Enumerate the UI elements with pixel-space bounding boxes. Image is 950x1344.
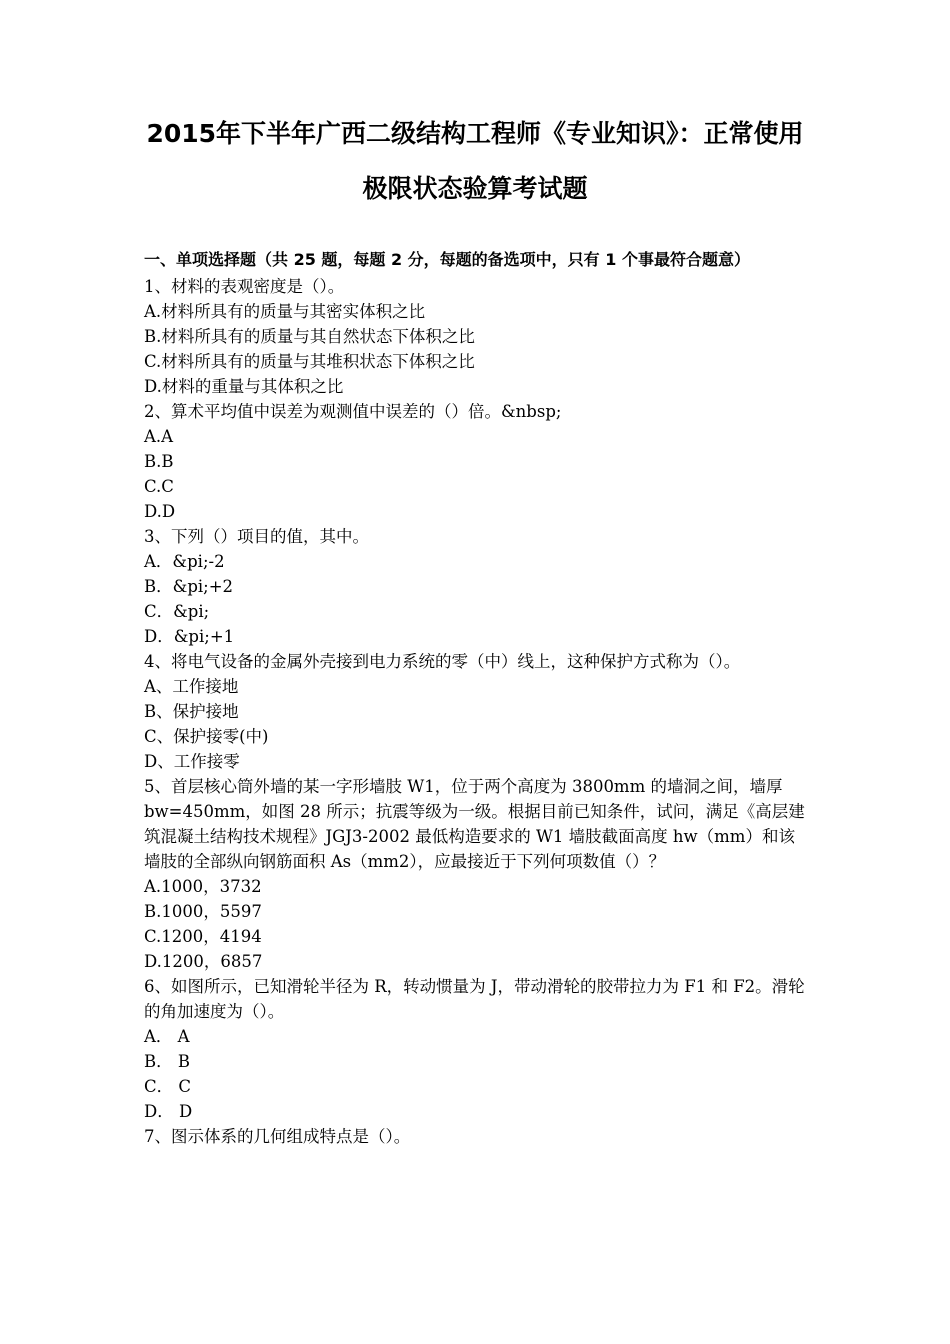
option-b: B．&pi;+2 <box>144 577 234 596</box>
option-b: B、保护接地 <box>144 702 239 721</box>
section-heading: 一、单项选择题（共 25 题，每题 2 分，每题的备选项中，只有 1 个事最符合题意） <box>144 250 750 269</box>
option-a: A．&pi;-2 <box>144 552 225 571</box>
question-2 <box>144 399 810 524</box>
question-1 <box>144 274 810 399</box>
option-b: B.B <box>144 452 174 471</box>
option-a: A.材料所具有的质量与其密实体积之比 <box>144 302 426 321</box>
option-d: D.D <box>144 502 176 521</box>
option-a: A.1000，3732 <box>144 877 262 896</box>
option-d: D.材料的重量与其体积之比 <box>144 377 344 396</box>
question-stem: 1、材料的表观密度是（）。 <box>144 277 345 296</box>
option-a: A.A <box>144 427 174 446</box>
question-stem: 7、图示体系的几何组成特点是（）。 <box>144 1127 411 1146</box>
question-7 <box>144 1124 810 1149</box>
question-3 <box>144 524 810 649</box>
question-4 <box>144 649 810 774</box>
option-c: C、保护接零(中) <box>144 727 269 746</box>
option-d: D.1200，6857 <box>144 952 263 971</box>
question-stem: 5、首层核心筒外墙的某一字形墙肢 W1，位于两个高度为 3800mm 的墙洞之间，墙厚 bw=450mm，如图 28 所示；抗震等级为一级。根据目前已知条件，试问，满足《高层建筑混凝土结构技术规程》JGJ3-2002 最低构造要求的 W1 墙肢截面高度 hw（mm）和该墙肢的全部纵向钢筋面积 As（mm2），应最接近于下列何项数值（）？ <box>144 777 805 871</box>
option-c: C.C <box>144 477 174 496</box>
document-body <box>144 248 810 1149</box>
option-c: C． C <box>144 1077 191 1096</box>
option-c: C．&pi; <box>144 602 210 621</box>
option-d: D、工作接零 <box>144 752 240 771</box>
document-title-line-1: 2015年下半年广西二级结构工程师《专业知识》：正常使用 <box>146 119 804 148</box>
option-a: A． A <box>144 1027 190 1046</box>
question-6 <box>144 974 810 1124</box>
option-c: C.材料所具有的质量与其堆积状态下体积之比 <box>144 352 475 371</box>
question-5 <box>144 774 810 974</box>
option-b: B． B <box>144 1052 190 1071</box>
option-c: C.1200，4194 <box>144 927 262 946</box>
option-d: D．&pi;+1 <box>144 627 235 646</box>
question-stem: 3、下列（）项目的值，其中。 <box>144 527 369 546</box>
option-d: D． D <box>144 1102 193 1121</box>
document-title-line-2: 极限状态验算考试题 <box>362 174 588 203</box>
option-b: B.1000，5597 <box>144 902 262 921</box>
option-b: B.材料所具有的质量与其自然状态下体积之比 <box>144 327 475 346</box>
question-stem: 4、将电气设备的金属外壳接到电力系统的零（中）线上，这种保护方式称为（）。 <box>144 652 741 671</box>
option-a: A、工作接地 <box>144 677 239 696</box>
question-stem: 6、如图所示，已知滑轮半径为 R，转动惯量为 J，带动滑轮的胶带拉力为 F1 和 F2。滑轮的角加速度为（）。 <box>144 977 805 1021</box>
question-stem: 2、算术平均值中误差为观测值中误差的（）倍。&nbsp; <box>144 402 562 421</box>
